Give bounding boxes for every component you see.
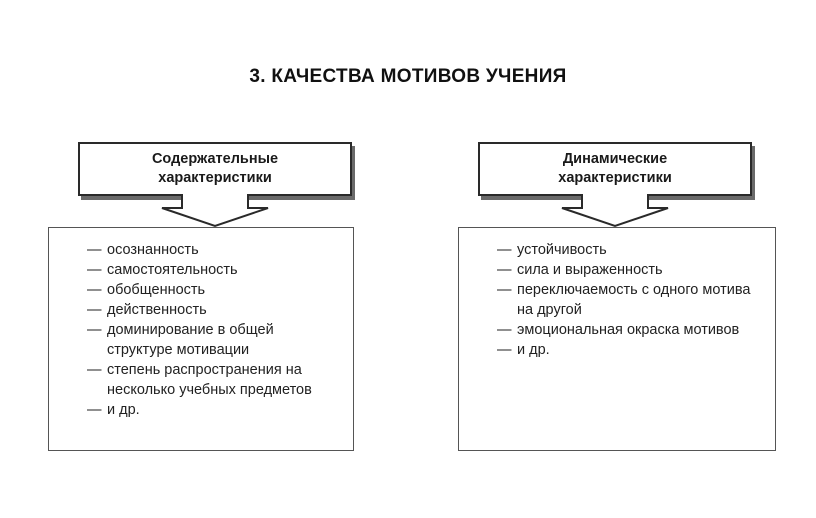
list-item: — и др. xyxy=(107,400,353,420)
list-item: — эмоциональная окраска мотивов xyxy=(517,320,757,340)
content-characteristics-list xyxy=(48,227,354,451)
content-header-line-1: Содержательные xyxy=(151,151,279,167)
list-item: — переключаемость с одного мотива на другой xyxy=(517,280,757,320)
list-item: — обобщенность xyxy=(107,280,353,300)
content-header-line-2: характеристики xyxy=(158,170,272,186)
dynamic-characteristics-list xyxy=(458,227,776,451)
list-item: — и др. xyxy=(517,340,775,360)
diagram-title: 3. КАЧЕСТВА МОТИВОВ УЧЕНИЯ xyxy=(249,66,567,87)
content-arrow-icon xyxy=(160,194,270,228)
content-characteristics-header xyxy=(78,142,352,196)
list-item: — самостоятельность xyxy=(107,260,353,280)
list-item: — действенность xyxy=(107,300,353,320)
list-item: — осознанность xyxy=(107,240,353,260)
dynamic-arrow-icon xyxy=(560,194,670,228)
list-item: — доминирование в общей структуре мотивации xyxy=(107,320,337,360)
list-item: — степень распространения на несколько учебных предметов xyxy=(107,360,335,400)
dynamic-header-line-1: Динамические xyxy=(562,151,668,167)
dynamic-characteristics-header xyxy=(478,142,752,196)
dynamic-header-line-2: характеристики xyxy=(558,170,672,186)
list-item: — устойчивость xyxy=(517,240,775,260)
list-item: — сила и выраженность xyxy=(517,260,775,280)
